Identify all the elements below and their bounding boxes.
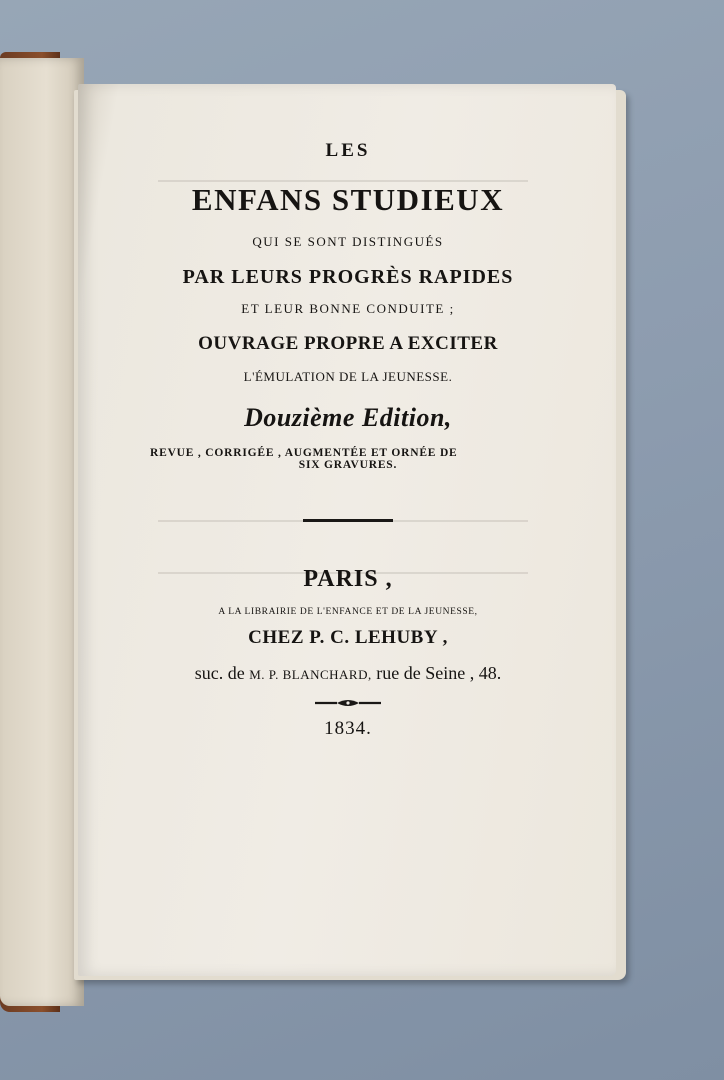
subtitle-line-4: OUVRAGE PROPRE A EXCITER xyxy=(198,333,498,354)
address-prefix: suc. de xyxy=(194,663,245,683)
imprint-city: PARIS , xyxy=(303,566,393,592)
title-page-text xyxy=(120,140,576,740)
imprint-publisher: CHEZ P. C. LEHUBY , xyxy=(248,627,448,648)
subtitle-line-3: ET LEUR BONNE CONDUITE ; xyxy=(241,301,455,316)
publication-year: 1834. xyxy=(324,718,372,739)
subtitle-line-1: QUI SE SONT DISTINGUÉS xyxy=(252,234,444,249)
subtitle-line-2: PAR LEURS PROGRÈS RAPIDES xyxy=(182,266,514,288)
address-street: rue de Seine , 48. xyxy=(376,663,502,683)
ornament-icon xyxy=(313,698,383,708)
title-article: LES xyxy=(325,140,371,161)
engravings-note: SIX GRAVURES. xyxy=(298,459,398,471)
address-name: M. P. BLANCHARD, xyxy=(249,667,372,682)
imprint-bookshop: A LA LIBRAIRIE DE L'ENFANCE ET DE LA JEUNESSE, xyxy=(218,607,478,617)
imprint-address xyxy=(120,663,576,684)
subtitle-line-5: L'ÉMULATION DE LA JEUNESSE. xyxy=(243,369,453,384)
facing-page xyxy=(0,58,84,1006)
divider-rule xyxy=(303,519,393,522)
book-title: ENFANS STUDIEUX xyxy=(191,182,505,217)
revision-note: REVUE , CORRIGÉE , AUGMENTÉE ET ORNÉE DE xyxy=(150,447,458,459)
edition-statement: Douzième Edition, xyxy=(244,403,452,432)
